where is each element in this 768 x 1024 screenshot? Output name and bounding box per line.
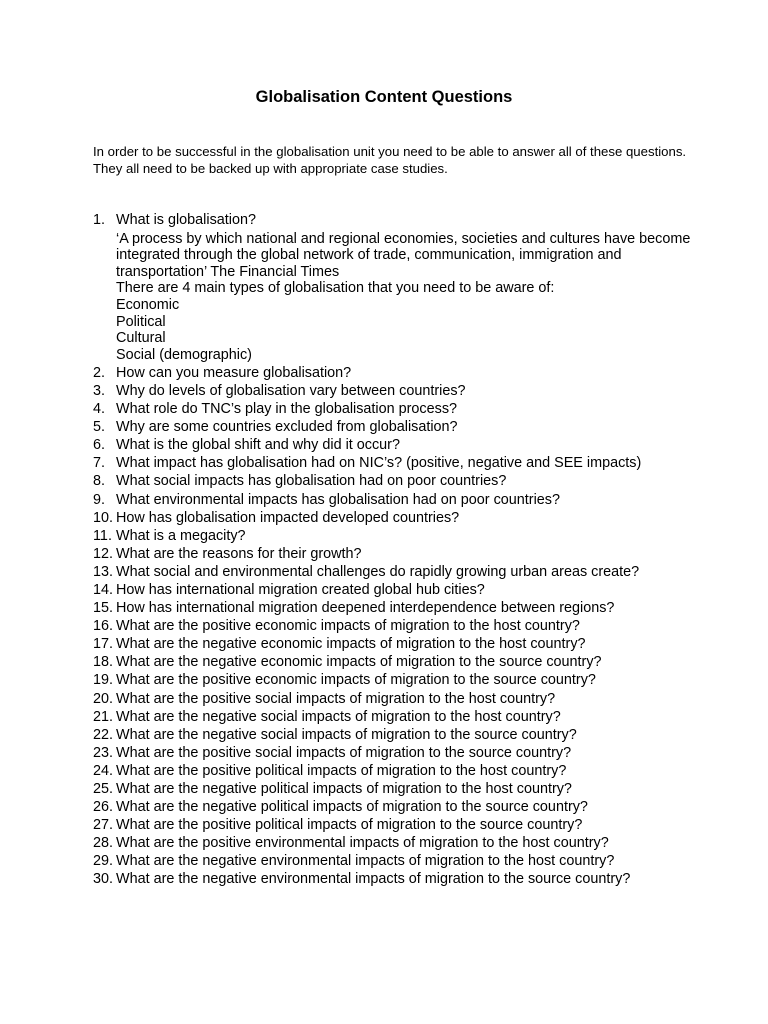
question-number: 28. — [93, 835, 114, 852]
question-text: What are the positive social impacts of migration to the host country? — [116, 690, 556, 707]
question-item-14 — [93, 582, 693, 599]
question-text: What role do TNC’s play in the globalisation process? — [116, 401, 458, 418]
question-number: 29. — [93, 853, 114, 870]
question-number: 24. — [93, 762, 114, 779]
question-item-15 — [93, 600, 693, 617]
question-item-3 — [93, 383, 693, 400]
question-text: What are the positive social impacts of migration to the source country? — [116, 744, 572, 761]
question-item-10 — [93, 510, 693, 527]
question-text: What are the positive political impacts of migration to the source country? — [116, 817, 583, 834]
question-item-2 — [93, 365, 693, 382]
question-number: 1. — [93, 212, 106, 228]
question-body — [116, 212, 693, 363]
question-list — [93, 212, 693, 890]
question-text: What are the positive economic impacts of migration to the source country? — [116, 672, 596, 689]
question-number: 30. — [93, 871, 114, 888]
question-item-6 — [93, 437, 693, 454]
question-text: What social and environmental challenges do rapidly growing urban areas create? — [116, 563, 640, 580]
question-item-13 — [93, 564, 693, 581]
question-text: What are the negative political impacts of migration to the host country? — [116, 781, 572, 797]
question-item-29 — [93, 853, 693, 870]
question-text: What are the negative economic impacts of migration to the host country? — [116, 636, 586, 653]
question-item-7 — [93, 455, 693, 472]
question-text: What are the positive environmental impacts of migration to the host country? — [116, 835, 609, 852]
question-text: How has international migration created global hub cities? — [116, 581, 485, 598]
question-text: What are the negative environmental impacts of migration to the source country? — [116, 871, 631, 888]
question-number: 12. — [93, 545, 114, 562]
question-item-11 — [93, 528, 693, 545]
question-number: 8. — [93, 473, 106, 490]
question-text: What is globalisation? — [116, 212, 256, 228]
question-number: 2. — [93, 364, 106, 381]
question-text: What are the negative political impacts of migration to the source country? — [116, 799, 588, 816]
question-number: 19. — [93, 672, 114, 689]
question-item-12 — [93, 546, 693, 563]
page-title: Globalisation Content Questions — [255, 88, 513, 106]
intro-paragraph: In order to be successful in the globalisation unit you need to be able to answer all of these questions. They all need to be backed up with appropriate case studies. — [93, 144, 687, 176]
question-text: How can you measure globalisation? — [116, 364, 352, 381]
question-item-4 — [93, 401, 693, 418]
question-text: What are the reasons for their growth? — [116, 545, 362, 562]
question-item-23 — [93, 745, 693, 762]
question-number: 11. — [93, 527, 112, 544]
question-number: 10. — [93, 509, 114, 526]
types-intro: There are 4 main types of globalisation that you need to be aware of: — [116, 280, 555, 297]
question-number: 26. — [93, 799, 114, 816]
question-number: 6. — [93, 437, 106, 454]
question-text: What are the negative environmental impacts of migration to the host country? — [116, 853, 615, 870]
question-item-5 — [93, 419, 693, 436]
question-text: Why do levels of globalisation vary between countries? — [116, 382, 466, 399]
question-number: 15. — [93, 600, 114, 617]
question-number: 7. — [93, 455, 106, 472]
globalisation-type: Political — [116, 313, 166, 330]
question-item-8 — [93, 473, 693, 490]
question-item-26 — [93, 799, 693, 816]
question-text: Why are some countries excluded from globalisation? — [116, 419, 458, 436]
question-item-22 — [93, 727, 693, 744]
question-item-24 — [93, 763, 693, 780]
question-text: How has globalisation impacted developed countries? — [116, 509, 460, 526]
question-number: 5. — [93, 419, 106, 436]
question-item-9 — [93, 492, 693, 509]
question-text: What is the global shift and why did it occur? — [116, 437, 400, 454]
question-item-27 — [93, 817, 693, 834]
question-number: 17. — [93, 636, 114, 653]
question-number: 20. — [93, 690, 114, 707]
question-item-20 — [93, 691, 693, 708]
question-number: 13. — [93, 563, 114, 580]
question-number: 9. — [93, 491, 106, 508]
globalisation-type: Cultural — [116, 330, 166, 347]
question-item-25 — [93, 781, 693, 798]
globalisation-definition: ‘A process by which national and regional economies, societies and cultures have become integrated through the global network of trade, communication, immigration and transportation’ The Financial Times — [116, 230, 691, 280]
question-number: 25. — [93, 781, 114, 797]
question-item-30 — [93, 871, 693, 888]
question-item-21 — [93, 709, 693, 726]
question-item-16 — [93, 618, 693, 635]
question-number: 14. — [93, 581, 114, 598]
question-text: What are the positive economic impacts of migration to the host country? — [116, 618, 580, 635]
question-text: What are the negative economic impacts of migration to the source country? — [116, 654, 602, 671]
question-item-1 — [93, 212, 693, 363]
question-text: What are the negative social impacts of migration to the source country? — [116, 726, 577, 743]
question-number: 23. — [93, 744, 114, 761]
question-item-28 — [93, 835, 693, 852]
question-item-18 — [93, 654, 693, 671]
question-number: 18. — [93, 654, 114, 671]
question-text: How has international migration deepened interdependence between regions? — [116, 600, 615, 617]
globalisation-types-list — [116, 297, 693, 363]
question-number: 21. — [93, 708, 114, 725]
question-number: 3. — [93, 382, 106, 399]
globalisation-type: Social (demographic) — [116, 346, 252, 363]
question-number: 16. — [93, 618, 114, 635]
question-text: What impact has globalisation had on NIC’s? (positive, negative and SEE impacts) — [116, 455, 642, 472]
question-text: What are the negative social impacts of migration to the host country? — [116, 708, 561, 725]
question-text: What are the positive political impacts of migration to the host country? — [116, 762, 567, 779]
question-number: 22. — [93, 726, 114, 743]
globalisation-type: Economic — [116, 296, 180, 313]
question-text: What environmental impacts has globalisation had on poor countries? — [116, 491, 560, 508]
question-item-19 — [93, 672, 693, 689]
question-text: What is a megacity? — [116, 527, 246, 544]
question-number: 4. — [93, 401, 106, 418]
question-item-17 — [93, 636, 693, 653]
question-text: What social impacts has globalisation had on poor countries? — [116, 473, 507, 490]
question-number: 27. — [93, 817, 114, 834]
